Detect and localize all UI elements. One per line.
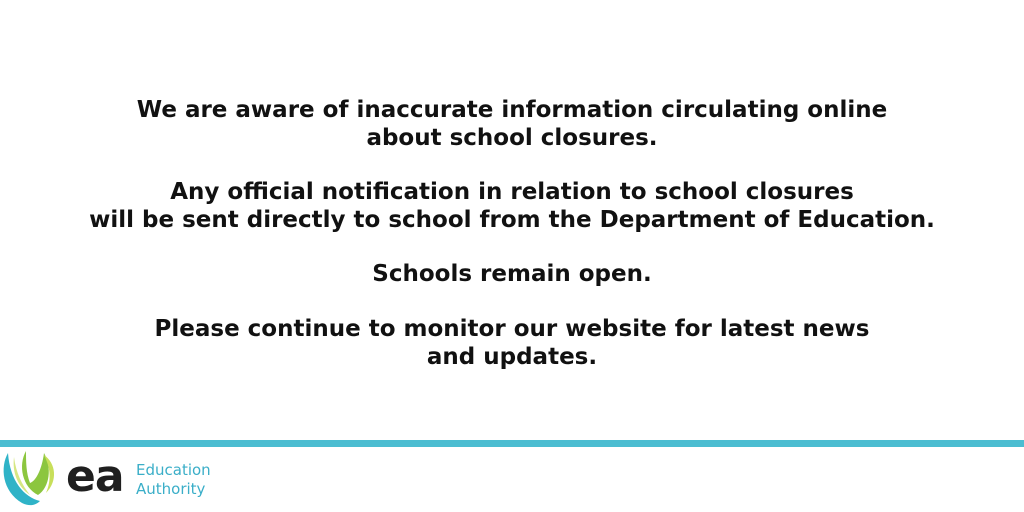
notice-paragraph-2 bbox=[0, 178, 1024, 234]
education-authority-logo bbox=[0, 447, 230, 512]
notice-paragraph-3 bbox=[0, 260, 1024, 288]
logo-letters: ea bbox=[66, 451, 124, 502]
logo-name-line-2: Authority bbox=[136, 480, 206, 498]
logo-name bbox=[136, 461, 211, 499]
notice-line: and updates. bbox=[426, 344, 598, 370]
leaf-logo-icon bbox=[0, 447, 62, 512]
notice-line: Any official notification in relation to school closures bbox=[170, 179, 854, 205]
notice-line: Schools remain open. bbox=[372, 261, 652, 287]
notice-line: Please continue to monitor our website for latest news bbox=[154, 316, 870, 342]
footer bbox=[0, 447, 1024, 512]
footer-divider bbox=[0, 440, 1024, 447]
notice-paragraph-4 bbox=[0, 315, 1024, 371]
logo-name-line-1: Education bbox=[136, 461, 211, 479]
notice-line: about school closures. bbox=[366, 125, 658, 151]
notice-line: We are aware of inaccurate information circulating online bbox=[136, 97, 888, 123]
notice-line: will be sent directly to school from the Department of Education. bbox=[89, 207, 935, 233]
notice-paragraph-1 bbox=[0, 96, 1024, 152]
